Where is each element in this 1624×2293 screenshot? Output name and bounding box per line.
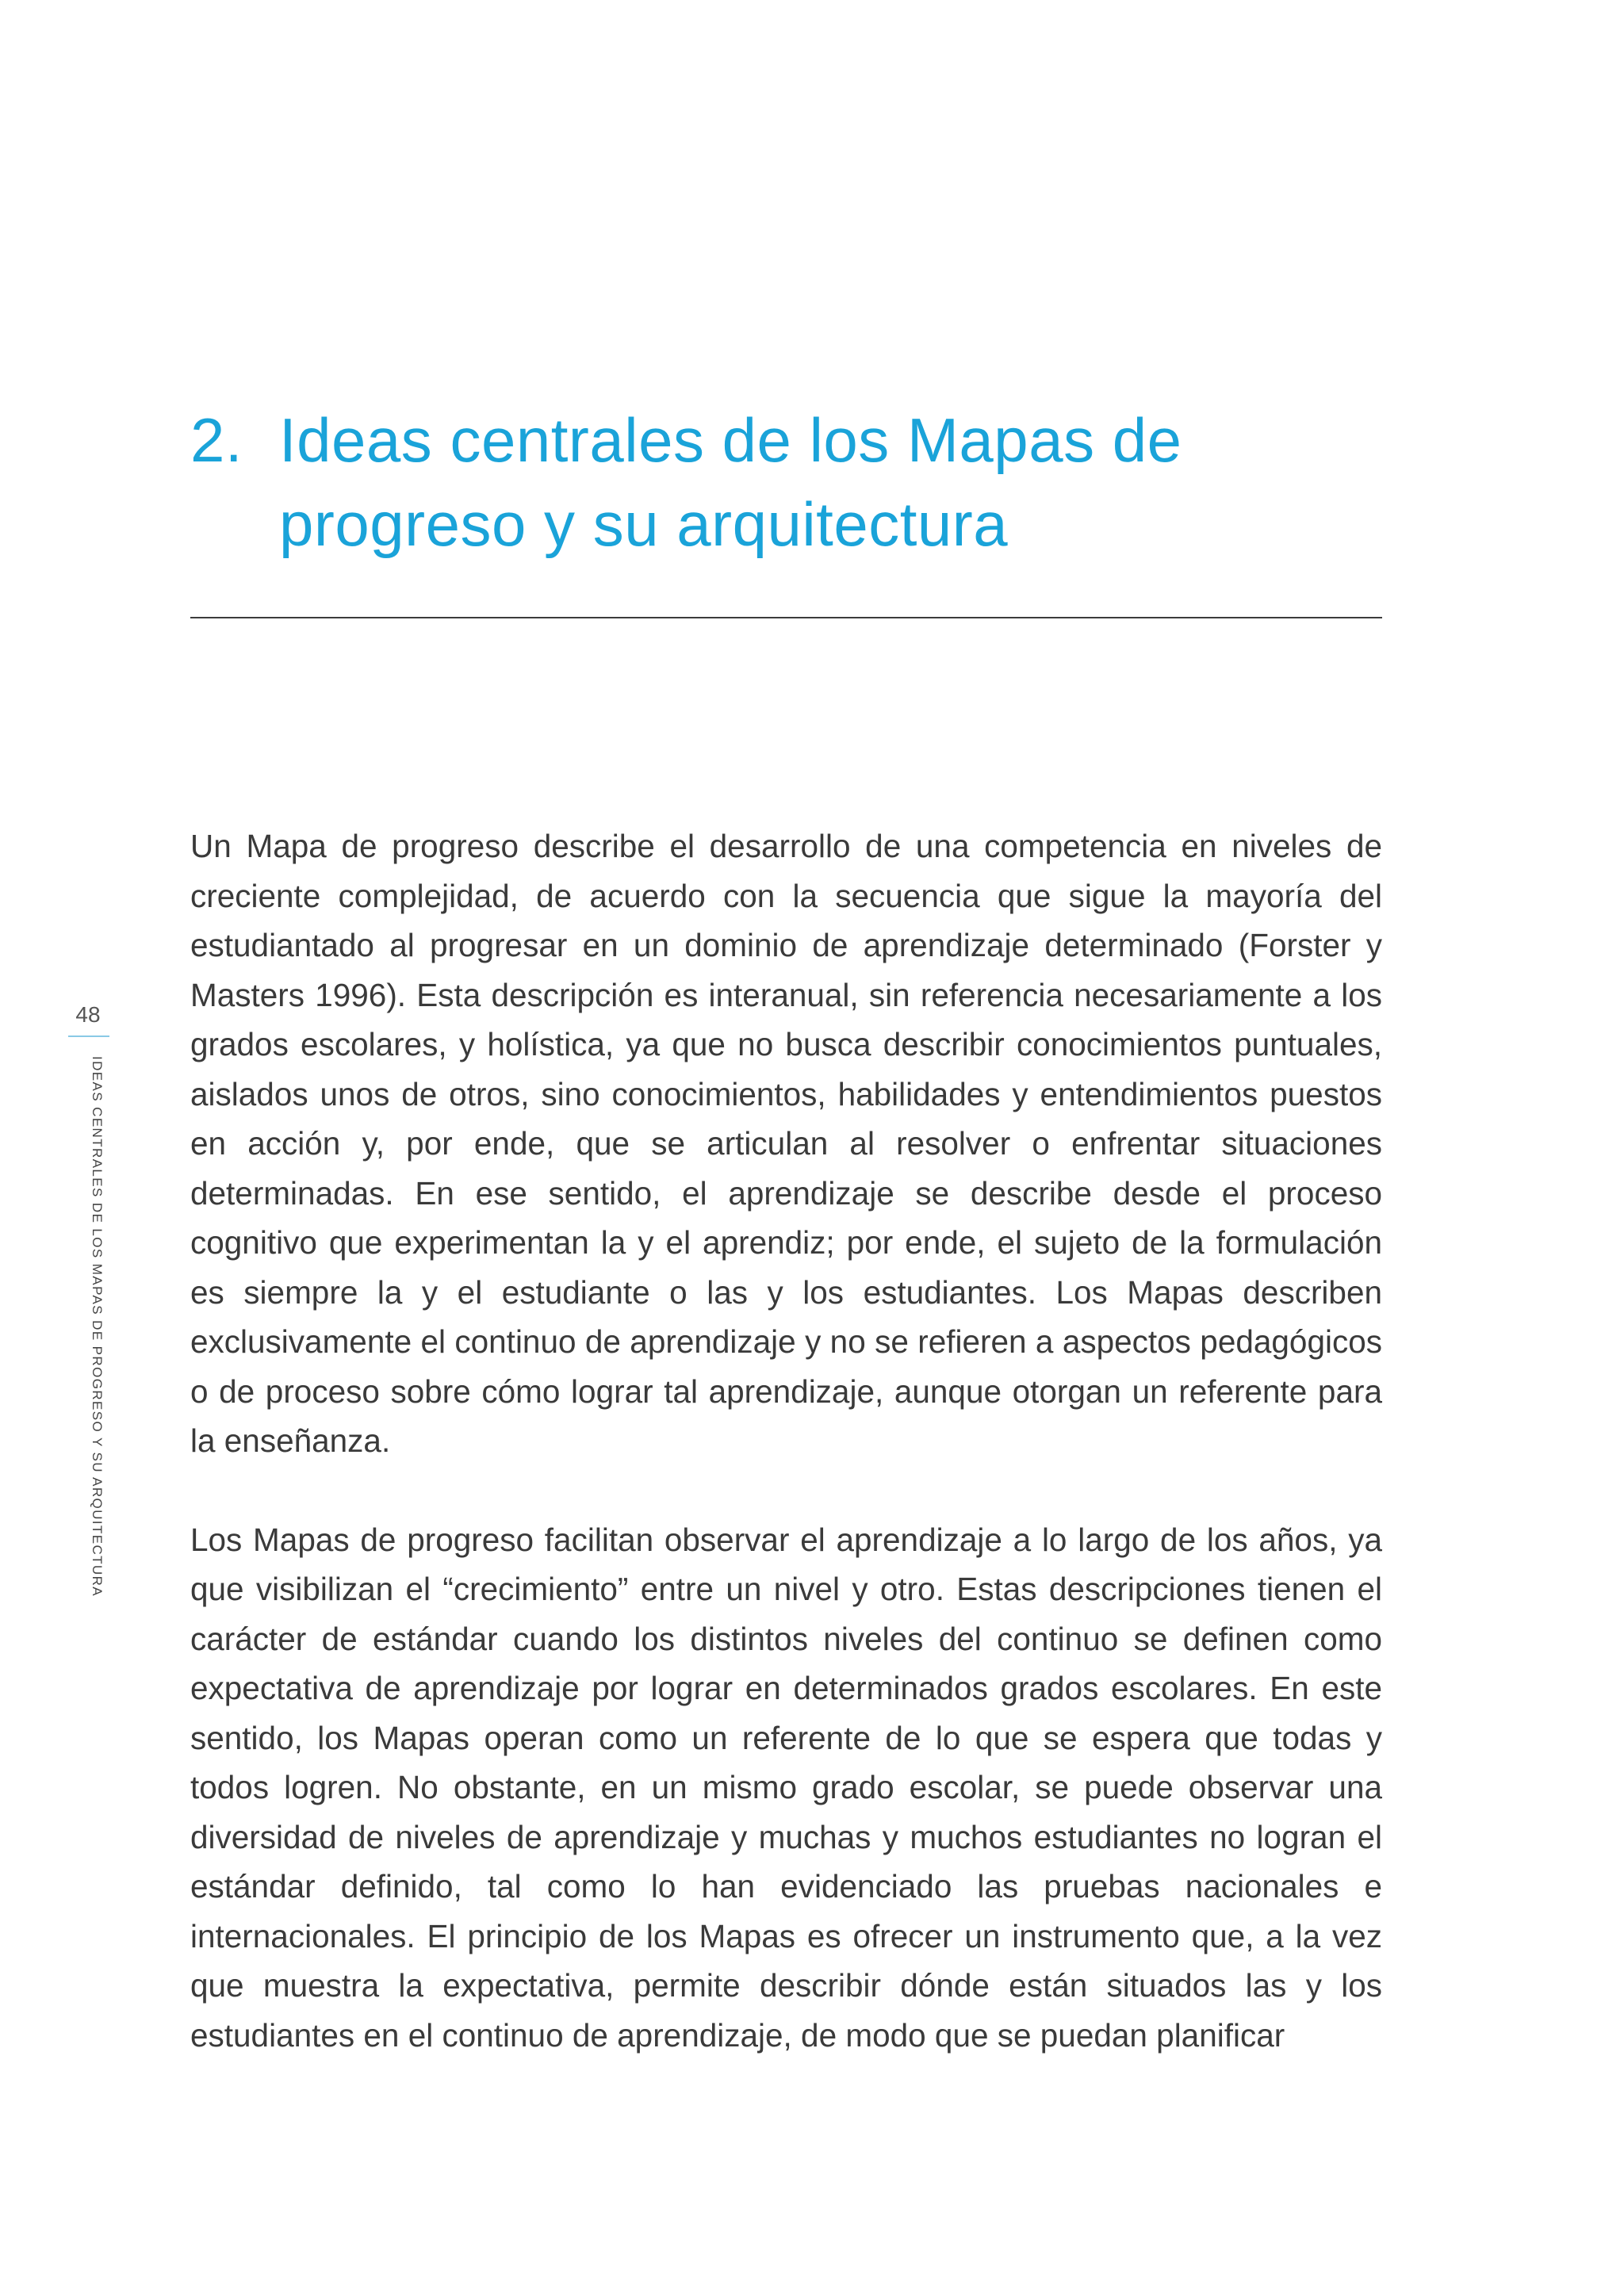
chapter-title-line-2: progreso y su arquitectura xyxy=(279,489,1009,559)
page-number-divider xyxy=(68,1035,109,1037)
chapter-title xyxy=(190,398,1427,566)
page-number: 48 xyxy=(75,1002,101,1027)
paragraph-1: Un Mapa de progreso describe el desarrollo de una competencia en niveles de creciente complejidad, de acuerdo con la secuencia que sigue la mayoría del estudiantado al progresar en un dominio de aprendizaje determinado (Forster y Masters 1996). Esta descripción es interanual, sin referencia necesariamente a los grados escolares, y holística, ya que no busca describir conocimientos puntuales, aislados unos de otros, sino conocimientos, habilidades y entendimientos puestos en acción y, por ende, que se articulan al resolver o enfrentar situaciones determinadas. En ese sentido, el aprendizaje se describe desde el proceso cognitivo que experimentan la y el aprendiz; por ende, el sujeto de la formulación es siempre la y el estudiante o las y los estudiantes. Los Mapas describen exclusivamente el continuo de aprendizaje y no se refieren a aspectos pedagógicos o de proceso sobre cómo lograr tal aprendizaje, aunque otorgan un referente para la enseñanza. xyxy=(190,828,1382,1459)
paragraph-2: Los Mapas de progreso facilitan observar el aprendizaje a lo largo de los años, ya que visibilizan el “crecimiento” entre un nivel y otro. Estas descripciones tienen el carácter de estándar cuando los distintos niveles del continuo se definen como expectativa de aprendizaje por lograr en determinados grados escolares. En este sentido, los Mapas operan como un referente de lo que se espera que todas y todos logren. No obstante, en un mismo grado escolar, se puede observar una diversidad de niveles de aprendizaje y muchas y muchos estudiantes no logran el estándar definido, tal como lo han evidenciado las pruebas nacionales e internacionales. El principio de los Mapas es ofrecer un instrumento que, a la vez que muestra la expectativa, permite describir dónde están situados las y los estudiantes en el continuo de aprendizaje, de modo que se puedan planificar xyxy=(190,1521,1382,2054)
chapter-title-line-1 xyxy=(190,398,1427,482)
body-text xyxy=(190,821,1382,2109)
running-head: IDEAS CENTRALES DE LOS MAPAS DE PROGRESO Y SU ARQUITECTURA xyxy=(90,1056,105,1598)
title-divider xyxy=(190,617,1382,618)
chapter-title-text-1: Ideas centrales de los Mapas de xyxy=(279,405,1182,475)
chapter-number: 2. xyxy=(190,405,243,475)
